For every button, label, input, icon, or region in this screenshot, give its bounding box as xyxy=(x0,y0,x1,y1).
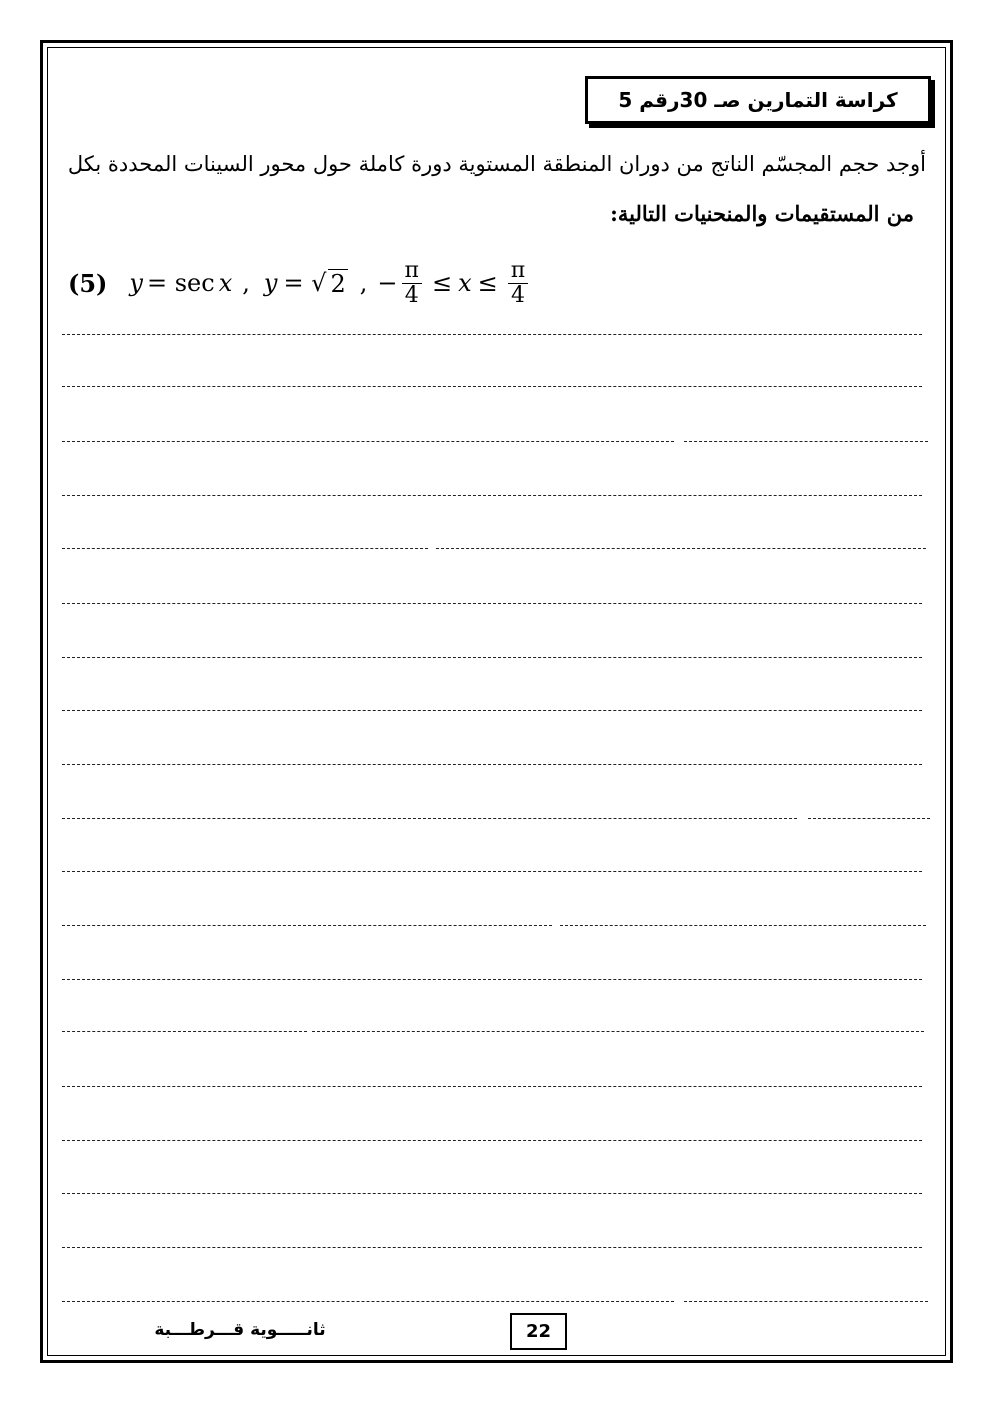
answer-line xyxy=(62,1247,922,1248)
eq-le-1: ≤ xyxy=(431,269,453,297)
eq-comma-2: , xyxy=(359,269,368,297)
answer-line xyxy=(62,764,922,765)
answer-line xyxy=(62,979,922,980)
answer-line xyxy=(560,925,926,926)
answer-line xyxy=(684,1301,928,1302)
answer-line xyxy=(62,710,922,711)
page-number: 22 xyxy=(525,1321,552,1342)
answer-line xyxy=(436,548,926,549)
eq-minus: − xyxy=(377,269,398,297)
fraction-left xyxy=(402,259,422,306)
eq-x2: x xyxy=(458,269,472,297)
answer-line xyxy=(62,334,922,335)
fraction-right xyxy=(508,259,528,306)
eq-x1: x xyxy=(218,269,233,297)
answer-line xyxy=(62,1140,922,1141)
answer-line xyxy=(62,818,797,819)
eq-equals-sqrt: = √ xyxy=(283,269,327,297)
eq-y2: y xyxy=(263,269,278,297)
question-text-line-2: من المستقيمات والمنحنيات التالية: xyxy=(610,201,914,226)
page-border-inner xyxy=(47,47,946,1356)
eq-radicand: 2 xyxy=(330,269,346,298)
answer-line xyxy=(62,871,922,872)
answer-line xyxy=(62,1193,922,1194)
exercise-title-box xyxy=(585,76,931,124)
answer-line xyxy=(62,603,922,604)
eq-comma-1: , xyxy=(242,269,250,297)
exercise-title: كراسة التمارين صـ 30رقم 5 xyxy=(618,88,898,112)
problem-number: (5) xyxy=(68,268,108,298)
answer-line xyxy=(62,495,922,496)
page-number-box xyxy=(510,1313,567,1350)
answer-line xyxy=(808,818,930,819)
answer-line xyxy=(62,441,674,442)
eq-le-2: ≤ xyxy=(477,269,498,297)
fraction-right-denominator: 4 xyxy=(510,282,525,308)
problem-equation xyxy=(68,255,532,311)
school-name: ثانـــــوية قـــرطـــبة xyxy=(154,1320,326,1340)
answer-line xyxy=(62,1086,922,1087)
answer-line xyxy=(62,925,552,926)
answer-line xyxy=(62,386,922,387)
answer-line xyxy=(62,657,922,658)
answer-line xyxy=(62,1031,307,1032)
eq-y1: y xyxy=(129,269,143,297)
answer-line xyxy=(62,1301,674,1302)
eq-sec: = sec xyxy=(146,269,215,297)
fraction-right-numerator: π xyxy=(508,259,528,283)
answer-line xyxy=(312,1031,924,1032)
fraction-left-denominator: 4 xyxy=(404,282,419,308)
question-text-line-1: أوجد حجم المجسّم الناتج من دوران المنطقة المستوية دورة كاملة حول محور السينات المحددة بكل xyxy=(67,152,926,176)
answer-line xyxy=(62,548,428,549)
fraction-left-numerator: π xyxy=(402,259,422,283)
answer-line xyxy=(684,441,928,442)
